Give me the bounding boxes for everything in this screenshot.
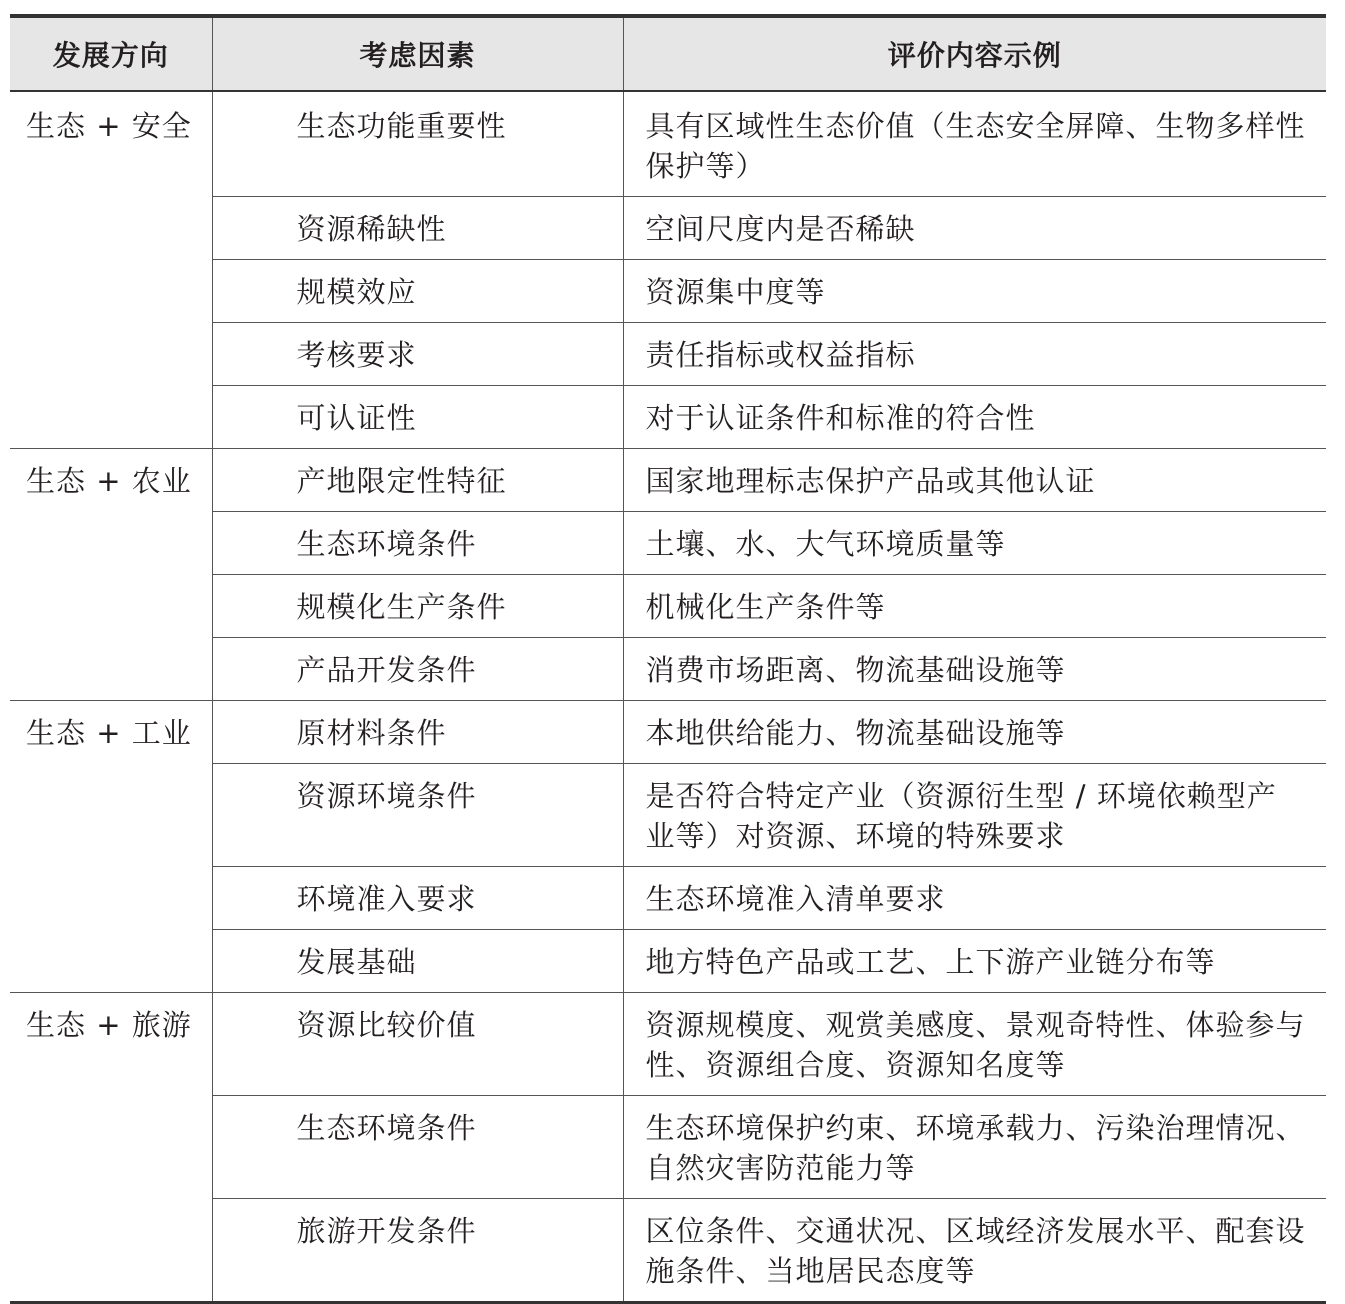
content-cell: 责任指标或权益指标 — [623, 323, 1326, 386]
table-row — [10, 701, 1326, 764]
content-cell: 生态环境准入清单要求 — [623, 867, 1326, 930]
content-cell: 资源规模度、观赏美感度、景观奇特性、体验参与性、资源组合度、资源知名度等 — [623, 993, 1326, 1096]
direction-cell: 生态 + 工业 — [10, 701, 212, 993]
content-cell: 对于认证条件和标准的符合性 — [623, 386, 1326, 449]
content-cell: 地方特色产品或工艺、上下游产业链分布等 — [623, 930, 1326, 993]
factor-cell: 产地限定性特征 — [212, 449, 623, 512]
factor-cell: 产品开发条件 — [212, 638, 623, 701]
content-cell: 是否符合特定产业（资源衍生型 / 环境依赖型产业等）对资源、环境的特殊要求 — [623, 764, 1326, 867]
factor-cell: 原材料条件 — [212, 701, 623, 764]
content-cell: 空间尺度内是否稀缺 — [623, 197, 1326, 260]
factor-cell: 生态环境条件 — [212, 512, 623, 575]
factor-cell: 资源比较价值 — [212, 993, 623, 1096]
factor-cell: 生态环境条件 — [212, 1096, 623, 1199]
factor-cell: 规模化生产条件 — [212, 575, 623, 638]
direction-cell: 生态 + 农业 — [10, 449, 212, 701]
direction-cell: 生态 + 旅游 — [10, 993, 212, 1303]
content-cell: 区位条件、交通状况、区域经济发展水平、配套设施条件、当地居民态度等 — [623, 1199, 1326, 1303]
factor-cell: 资源环境条件 — [212, 764, 623, 867]
header-direction: 发展方向 — [10, 16, 212, 91]
factor-cell: 规模效应 — [212, 260, 623, 323]
table-row — [10, 993, 1326, 1096]
evaluation-table — [10, 14, 1326, 1304]
header-factor: 考虑因素 — [212, 16, 623, 91]
factor-cell: 旅游开发条件 — [212, 1199, 623, 1303]
content-cell: 消费市场距离、物流基础设施等 — [623, 638, 1326, 701]
header-content: 评价内容示例 — [623, 16, 1326, 91]
factor-cell: 可认证性 — [212, 386, 623, 449]
factor-cell: 发展基础 — [212, 930, 623, 993]
content-cell: 本地供给能力、物流基础设施等 — [623, 701, 1326, 764]
factor-cell: 环境准入要求 — [212, 867, 623, 930]
table-header-row — [10, 16, 1326, 91]
table-row — [10, 91, 1326, 197]
content-cell: 机械化生产条件等 — [623, 575, 1326, 638]
content-cell: 国家地理标志保护产品或其他认证 — [623, 449, 1326, 512]
factor-cell: 考核要求 — [212, 323, 623, 386]
direction-cell: 生态 + 安全 — [10, 91, 212, 449]
factor-cell: 生态功能重要性 — [212, 91, 623, 197]
factor-cell: 资源稀缺性 — [212, 197, 623, 260]
content-cell: 具有区域性生态价值（生态安全屏障、生物多样性保护等） — [623, 91, 1326, 197]
table-row — [10, 449, 1326, 512]
content-cell: 生态环境保护约束、环境承载力、污染治理情况、自然灾害防范能力等 — [623, 1096, 1326, 1199]
content-cell: 资源集中度等 — [623, 260, 1326, 323]
evaluation-table-container — [10, 14, 1326, 1304]
content-cell: 土壤、水、大气环境质量等 — [623, 512, 1326, 575]
